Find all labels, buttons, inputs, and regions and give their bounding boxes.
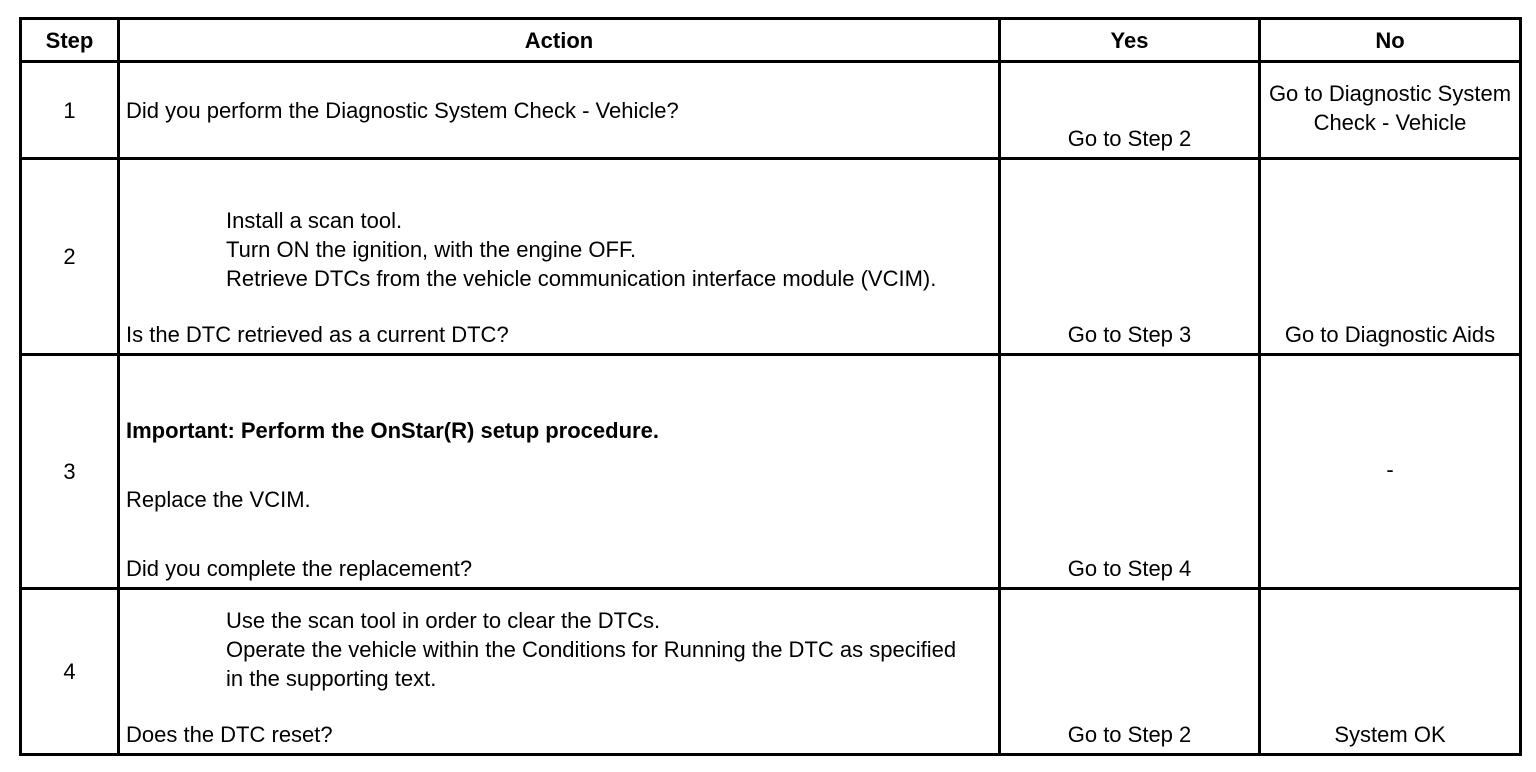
action-cell [119,589,1000,755]
action-steps-list [126,606,992,693]
action-question: Is the DTC retrieved as a current DTC? [126,322,509,347]
header-yes: Yes [1000,19,1260,62]
action-cell [119,62,1000,159]
yes-cell: Go to Step 2 [1000,62,1260,159]
action-step: Retrieve DTCs from the vehicle communication interface module (VCIM). [226,266,937,291]
step-number: 1 [21,62,119,159]
step-number: 4 [21,589,119,755]
action-step: Turn ON the ignition, with the engine OFF. [226,237,637,262]
diagnostic-table [19,17,1522,756]
action-question: Did you perform the Diagnostic System Check - Vehicle? [126,97,679,123]
header-action: Action [119,19,1000,62]
no-cell: System OK [1260,589,1521,755]
yes-cell: Go to Step 3 [1000,159,1260,355]
header-no: No [1260,19,1521,62]
step-number: 2 [21,159,119,355]
table-row [21,62,1521,159]
table-row [21,589,1521,755]
yes-cell: Go to Step 4 [1000,355,1260,589]
step-number: 3 [21,355,119,589]
action-instruction: Replace the VCIM. [126,487,311,512]
action-question: Did you complete the replacement? [126,556,473,581]
header-step: Step [21,19,119,62]
action-step: Use the scan tool in order to clear the DTCs. [226,608,661,633]
no-cell: - [1260,355,1521,589]
no-cell: Go to Diagnostic Aids [1260,159,1521,355]
important-note: Important: Perform the OnStar(R) setup procedure. [126,418,659,443]
action-step: Operate the vehicle within the Conditions for Running the DTC as specified in the supporting text. [226,637,957,691]
action-question: Does the DTC reset? [126,722,333,747]
table-row [21,355,1521,589]
yes-cell: Go to Step 2 [1000,589,1260,755]
header-row [21,19,1521,62]
action-cell [119,159,1000,355]
action-step: Install a scan tool. [226,208,403,233]
action-steps-list [126,206,992,293]
action-cell [119,355,1000,589]
no-cell: Go to Diagnostic System Check - Vehicle [1260,62,1521,159]
table-row [21,159,1521,355]
